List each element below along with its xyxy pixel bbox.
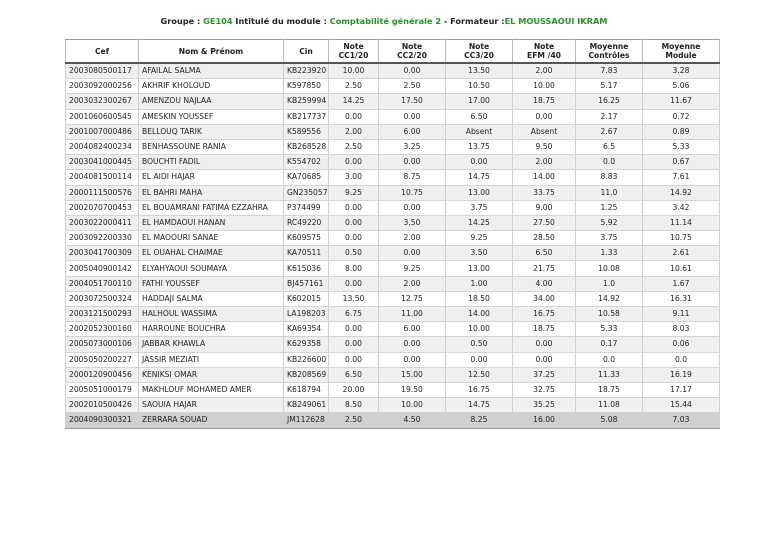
cell-moyenne-controles: 2.17 (576, 109, 643, 124)
cell-cin: KB249061 (284, 398, 329, 413)
cell-cc1: 9.25 (329, 185, 379, 200)
cell-moyenne-controles: 0.17 (576, 337, 643, 352)
cell-cef: 2002010500426 (66, 398, 139, 413)
cell-cc1: 2.50 (329, 139, 379, 154)
cell-cef: 2002052300160 (66, 322, 139, 337)
cell-cef: 2002070700453 (66, 200, 139, 215)
cell-moyenne-module: 1.67 (643, 276, 720, 291)
cell-cin: GN235057 (284, 185, 329, 200)
cell-nom: FATHI YOUSSEF (139, 276, 284, 291)
cell-efm: 37.25 (513, 367, 576, 382)
cell-cc3: 16.75 (446, 382, 513, 397)
col-header-cin: Cin (284, 40, 329, 64)
cell-nom: HADDAJI SALMA (139, 291, 284, 306)
cell-cin: LA198203 (284, 307, 329, 322)
cell-moyenne-module: 16.31 (643, 291, 720, 306)
cell-moyenne-controles: 1.0 (576, 276, 643, 291)
cell-cc1: 8.50 (329, 398, 379, 413)
cell-cc2: 3.25 (379, 139, 446, 154)
table-row (66, 382, 720, 397)
formateur-label: - Formateur : (443, 16, 505, 26)
cell-moyenne-module: 16.19 (643, 367, 720, 382)
cell-cc1: 0.00 (329, 276, 379, 291)
cell-moyenne-module: 5.33 (643, 139, 720, 154)
cell-nom: EL MAOOURI SANAE (139, 231, 284, 246)
table-row (66, 246, 720, 261)
cell-cef: 2001060600545 (66, 109, 139, 124)
cell-cc3: 3.75 (446, 200, 513, 215)
cell-cef: 2005051000179 (66, 382, 139, 397)
cell-moyenne-controles: 16.25 (576, 94, 643, 109)
module-label: Intitulé du module : (235, 16, 327, 26)
cell-nom: EL AIDI HAJAR (139, 170, 284, 185)
cell-nom: JASSIR MEZIATI (139, 352, 284, 367)
cell-efm: 32.75 (513, 382, 576, 397)
cell-efm: 33.75 (513, 185, 576, 200)
cell-cin: KA70685 (284, 170, 329, 185)
cell-efm: 27.50 (513, 215, 576, 230)
cell-cin: K615036 (284, 261, 329, 276)
table-row (66, 307, 720, 322)
cell-efm: 21.75 (513, 261, 576, 276)
table-body (66, 63, 720, 428)
cell-cc3: 14.25 (446, 215, 513, 230)
cell-nom: EL BAHRI MAHA (139, 185, 284, 200)
table-row (66, 337, 720, 352)
col-header-nom: Nom & Prénom (139, 40, 284, 64)
table-row (66, 79, 720, 94)
cell-cef: 2003092000256 (66, 79, 139, 94)
cell-moyenne-controles: 0.0 (576, 155, 643, 170)
cell-cef: 2003041000445 (66, 155, 139, 170)
cell-efm: 18.75 (513, 322, 576, 337)
cell-cin: KA70511 (284, 246, 329, 261)
cell-nom: KENIKSI OMAR (139, 367, 284, 382)
cell-cin: KA69354 (284, 322, 329, 337)
cell-cc1: 0.00 (329, 352, 379, 367)
cell-cef: 2003072500324 (66, 291, 139, 306)
cell-cc1: 0.00 (329, 231, 379, 246)
cell-cc1: 6.50 (329, 367, 379, 382)
cell-nom: EL HAMDAOUI HANAN (139, 215, 284, 230)
cell-moyenne-module: 11.14 (643, 215, 720, 230)
cell-efm: 0.00 (513, 337, 576, 352)
cell-moyenne-module: 17.17 (643, 382, 720, 397)
cell-moyenne-module: 0.72 (643, 109, 720, 124)
cell-cc2: 2.00 (379, 231, 446, 246)
cell-cc2: 9.25 (379, 261, 446, 276)
cell-cc1: 0.50 (329, 246, 379, 261)
cell-cc3: 3.50 (446, 246, 513, 261)
cell-cin: K602015 (284, 291, 329, 306)
cell-moyenne-module: 0.67 (643, 155, 720, 170)
cell-cc1: 0.00 (329, 322, 379, 337)
cell-cin: K629358 (284, 337, 329, 352)
cell-cc2: 6.00 (379, 322, 446, 337)
col-header-cc2: Note CC2/20 (379, 40, 446, 64)
cell-cef: 2005073000106 (66, 337, 139, 352)
col-header-cc1: Note CC1/20 (329, 40, 379, 64)
cell-moyenne-controles: 10.58 (576, 307, 643, 322)
table-row (66, 276, 720, 291)
cell-moyenne-module: 5.06 (643, 79, 720, 94)
cell-cc2: 0.00 (379, 155, 446, 170)
cell-moyenne-controles: 8.83 (576, 170, 643, 185)
cell-nom: BENHASSOUNE RANIA (139, 139, 284, 154)
groupe-value: GE104 (203, 16, 233, 26)
cell-moyenne-module: 14.92 (643, 185, 720, 200)
cell-cc3: 8.25 (446, 413, 513, 428)
col-header-moyenne-controles: Moyenne Contrôles (576, 40, 643, 64)
cell-moyenne-controles: 5.08 (576, 413, 643, 428)
cell-efm: 16.00 (513, 413, 576, 428)
cell-cc1: 2.00 (329, 124, 379, 139)
cell-efm: 2.00 (513, 155, 576, 170)
table-row (66, 124, 720, 139)
cell-cc3: 0.50 (446, 337, 513, 352)
table-row (66, 231, 720, 246)
cell-moyenne-module: 2.61 (643, 246, 720, 261)
cell-cc2: 10.00 (379, 398, 446, 413)
cell-cc2: 15.00 (379, 367, 446, 382)
cell-cef: 2000111500576 (66, 185, 139, 200)
cell-cef: 2003032300267 (66, 94, 139, 109)
cell-cc3: 1.00 (446, 276, 513, 291)
table-row (66, 352, 720, 367)
cell-nom: AKHRIF KHOLOUD (139, 79, 284, 94)
cell-cef: 2005050200227 (66, 352, 139, 367)
cell-cef: 2004081500114 (66, 170, 139, 185)
cell-cc1: 8.00 (329, 261, 379, 276)
cell-cc3: 13.75 (446, 139, 513, 154)
cell-moyenne-module: 3.28 (643, 63, 720, 79)
cell-cc2: 19.50 (379, 382, 446, 397)
cell-efm: 9.00 (513, 200, 576, 215)
cell-cef: 2005040900142 (66, 261, 139, 276)
cell-cc3: 14.75 (446, 170, 513, 185)
module-value: Comptabilité générale 2 (329, 16, 442, 26)
cell-cc3: 10.50 (446, 79, 513, 94)
cell-cc1: 2.50 (329, 79, 379, 94)
cell-moyenne-controles: 1.33 (576, 246, 643, 261)
cell-nom: SAOUIA HAJAR (139, 398, 284, 413)
cell-cef: 2000120900456 (66, 367, 139, 382)
table-row (66, 215, 720, 230)
cell-moyenne-controles: 10.08 (576, 261, 643, 276)
col-header-efm: Note EFM /40 (513, 40, 576, 64)
cell-cc2: 17.50 (379, 94, 446, 109)
cell-cc2: 10.75 (379, 185, 446, 200)
cell-moyenne-module: 3.42 (643, 200, 720, 215)
cell-moyenne-controles: 11.0 (576, 185, 643, 200)
table-row (66, 367, 720, 382)
cell-cc1: 0.00 (329, 215, 379, 230)
cell-efm: 16.75 (513, 307, 576, 322)
cell-cin: P374499 (284, 200, 329, 215)
cell-cin: K609575 (284, 231, 329, 246)
cell-cc2: 6.00 (379, 124, 446, 139)
cell-cc2: 0.00 (379, 246, 446, 261)
cell-cc2: 12.75 (379, 291, 446, 306)
cell-moyenne-controles: 11.33 (576, 367, 643, 382)
cell-nom: AMENZOU NAJLAA (139, 94, 284, 109)
cell-cin: K589556 (284, 124, 329, 139)
cell-cef: 2003041700309 (66, 246, 139, 261)
cell-moyenne-module: 10.61 (643, 261, 720, 276)
cell-nom: BELLOUQ TARIK (139, 124, 284, 139)
cell-cc2: 0.00 (379, 352, 446, 367)
cell-moyenne-controles: 5.33 (576, 322, 643, 337)
cell-cc2: 0.00 (379, 109, 446, 124)
cell-moyenne-controles: 5.92 (576, 215, 643, 230)
cell-cef: 2004051700110 (66, 276, 139, 291)
cell-nom: AMESKIN YOUSSEF (139, 109, 284, 124)
cell-moyenne-module: 0.0 (643, 352, 720, 367)
cell-cc3: 0.00 (446, 155, 513, 170)
cell-cc2: 0.00 (379, 200, 446, 215)
cell-nom: HARROUNE BOUCHRA (139, 322, 284, 337)
groupe-label: Groupe : (160, 16, 201, 26)
cell-moyenne-controles: 14.92 (576, 291, 643, 306)
col-header-cef: Cef (66, 40, 139, 64)
cell-moyenne-controles: 5.17 (576, 79, 643, 94)
cell-nom: JABBAR KHAWLA (139, 337, 284, 352)
cell-cc3: 13.00 (446, 261, 513, 276)
cell-cc1: 2.50 (329, 413, 379, 428)
table-row (66, 63, 720, 79)
cell-moyenne-module: 15.44 (643, 398, 720, 413)
cell-moyenne-module: 0.06 (643, 337, 720, 352)
cell-efm: 28.50 (513, 231, 576, 246)
table-row (66, 94, 720, 109)
cell-cin: RC49220 (284, 215, 329, 230)
cell-moyenne-module: 9.11 (643, 307, 720, 322)
cell-cef: 2003022000411 (66, 215, 139, 230)
cell-nom: ELYAHYAOUI SOUMAYA (139, 261, 284, 276)
cell-cin: K597850 (284, 79, 329, 94)
cell-cc2: 0.00 (379, 337, 446, 352)
cell-moyenne-controles: 2.67 (576, 124, 643, 139)
cell-moyenne-module: 7.61 (643, 170, 720, 185)
cell-cin: BJ457161 (284, 276, 329, 291)
cell-cc3: 14.75 (446, 398, 513, 413)
table-row (66, 413, 720, 428)
table-row (66, 200, 720, 215)
formateur-value: EL MOUSSAOUI IKRAM (504, 16, 608, 26)
cell-cin: KB217737 (284, 109, 329, 124)
table-row (66, 109, 720, 124)
cell-cef: 2001007000486 (66, 124, 139, 139)
cell-cc3: 12.50 (446, 367, 513, 382)
cell-cef: 2003121500293 (66, 307, 139, 322)
header-row (66, 40, 720, 64)
page-header (0, 16, 768, 26)
cell-cef: 2004090300321 (66, 413, 139, 428)
cell-cc1: 20.00 (329, 382, 379, 397)
cell-cef: 2004082400234 (66, 139, 139, 154)
cell-efm: 14.00 (513, 170, 576, 185)
cell-nom: ZERRARA SOUAD (139, 413, 284, 428)
table-row (66, 322, 720, 337)
cell-cc3: 14.00 (446, 307, 513, 322)
cell-cef: 2003092200330 (66, 231, 139, 246)
cell-efm: 0.00 (513, 352, 576, 367)
cell-cc2: 8.75 (379, 170, 446, 185)
table-row (66, 170, 720, 185)
table-row (66, 291, 720, 306)
cell-efm: 35.25 (513, 398, 576, 413)
cell-cc2: 11.00 (379, 307, 446, 322)
cell-moyenne-controles: 1.25 (576, 200, 643, 215)
cell-moyenne-controles: 3.75 (576, 231, 643, 246)
cell-cc2: 2.50 (379, 79, 446, 94)
cell-cc3: 9.25 (446, 231, 513, 246)
cell-cin: KB268528 (284, 139, 329, 154)
cell-moyenne-controles: 7.83 (576, 63, 643, 79)
cell-moyenne-module: 0.89 (643, 124, 720, 139)
cell-cc1: 3.00 (329, 170, 379, 185)
table-row (66, 261, 720, 276)
cell-nom: AFAILAL SALMA (139, 63, 284, 79)
col-header-cc3: Note CC3/20 (446, 40, 513, 64)
cell-nom: BOUCHTI FADIL (139, 155, 284, 170)
cell-cin: KB226600 (284, 352, 329, 367)
cell-cc3: 0.00 (446, 352, 513, 367)
cell-efm: 34.00 (513, 291, 576, 306)
cell-cc1: 14.25 (329, 94, 379, 109)
cell-efm: 6.50 (513, 246, 576, 261)
cell-cc3: 10.00 (446, 322, 513, 337)
cell-cin: K554702 (284, 155, 329, 170)
cell-cc3: 13.50 (446, 63, 513, 79)
cell-moyenne-controles: 11.08 (576, 398, 643, 413)
cell-cc1: 0.00 (329, 109, 379, 124)
cell-cc3: 13.00 (446, 185, 513, 200)
cell-cc1: 10.00 (329, 63, 379, 79)
cell-moyenne-module: 7.03 (643, 413, 720, 428)
cell-cef: 2003080500117 (66, 63, 139, 79)
cell-moyenne-controles: 6.5 (576, 139, 643, 154)
cell-cc2: 3.50 (379, 215, 446, 230)
cell-moyenne-controles: 0.0 (576, 352, 643, 367)
cell-nom: MAKHLOUF MOHAMED AMER (139, 382, 284, 397)
cell-efm: 4.00 (513, 276, 576, 291)
cell-cin: KB208569 (284, 367, 329, 382)
cell-nom: HALHOUL WASSIMA (139, 307, 284, 322)
cell-cin: JM112628 (284, 413, 329, 428)
cell-efm: Absent (513, 124, 576, 139)
cell-efm: 9.50 (513, 139, 576, 154)
cell-efm: 2.00 (513, 63, 576, 79)
cell-cc2: 2.00 (379, 276, 446, 291)
table-row (66, 185, 720, 200)
cell-cc1: 0.00 (329, 155, 379, 170)
cell-cc3: 17.00 (446, 94, 513, 109)
cell-nom: EL BOUAMRANI FATIMA EZZAHRA (139, 200, 284, 215)
cell-cc1: 0.00 (329, 337, 379, 352)
cell-cc1: 0.00 (329, 200, 379, 215)
cell-cc1: 13.50 (329, 291, 379, 306)
cell-cin: KB223920 (284, 63, 329, 79)
cell-cc1: 6.75 (329, 307, 379, 322)
cell-efm: 0.00 (513, 109, 576, 124)
cell-cc3: Absent (446, 124, 513, 139)
cell-cc3: 18.50 (446, 291, 513, 306)
cell-nom: EL OUAHAL CHAIMAE (139, 246, 284, 261)
cell-cc2: 0.00 (379, 63, 446, 79)
cell-efm: 18.75 (513, 94, 576, 109)
table-row (66, 398, 720, 413)
cell-cin: K618794 (284, 382, 329, 397)
cell-moyenne-module: 11.67 (643, 94, 720, 109)
cell-moyenne-module: 8.03 (643, 322, 720, 337)
cell-cc2: 4.50 (379, 413, 446, 428)
cell-moyenne-controles: 18.75 (576, 382, 643, 397)
col-header-moyenne-module: Moyenne Module (643, 40, 720, 64)
cell-cc3: 6.50 (446, 109, 513, 124)
table-row (66, 155, 720, 170)
grades-table (65, 39, 720, 429)
cell-efm: 10.00 (513, 79, 576, 94)
table-row (66, 139, 720, 154)
cell-moyenne-module: 10.75 (643, 231, 720, 246)
cell-cin: KB259994 (284, 94, 329, 109)
